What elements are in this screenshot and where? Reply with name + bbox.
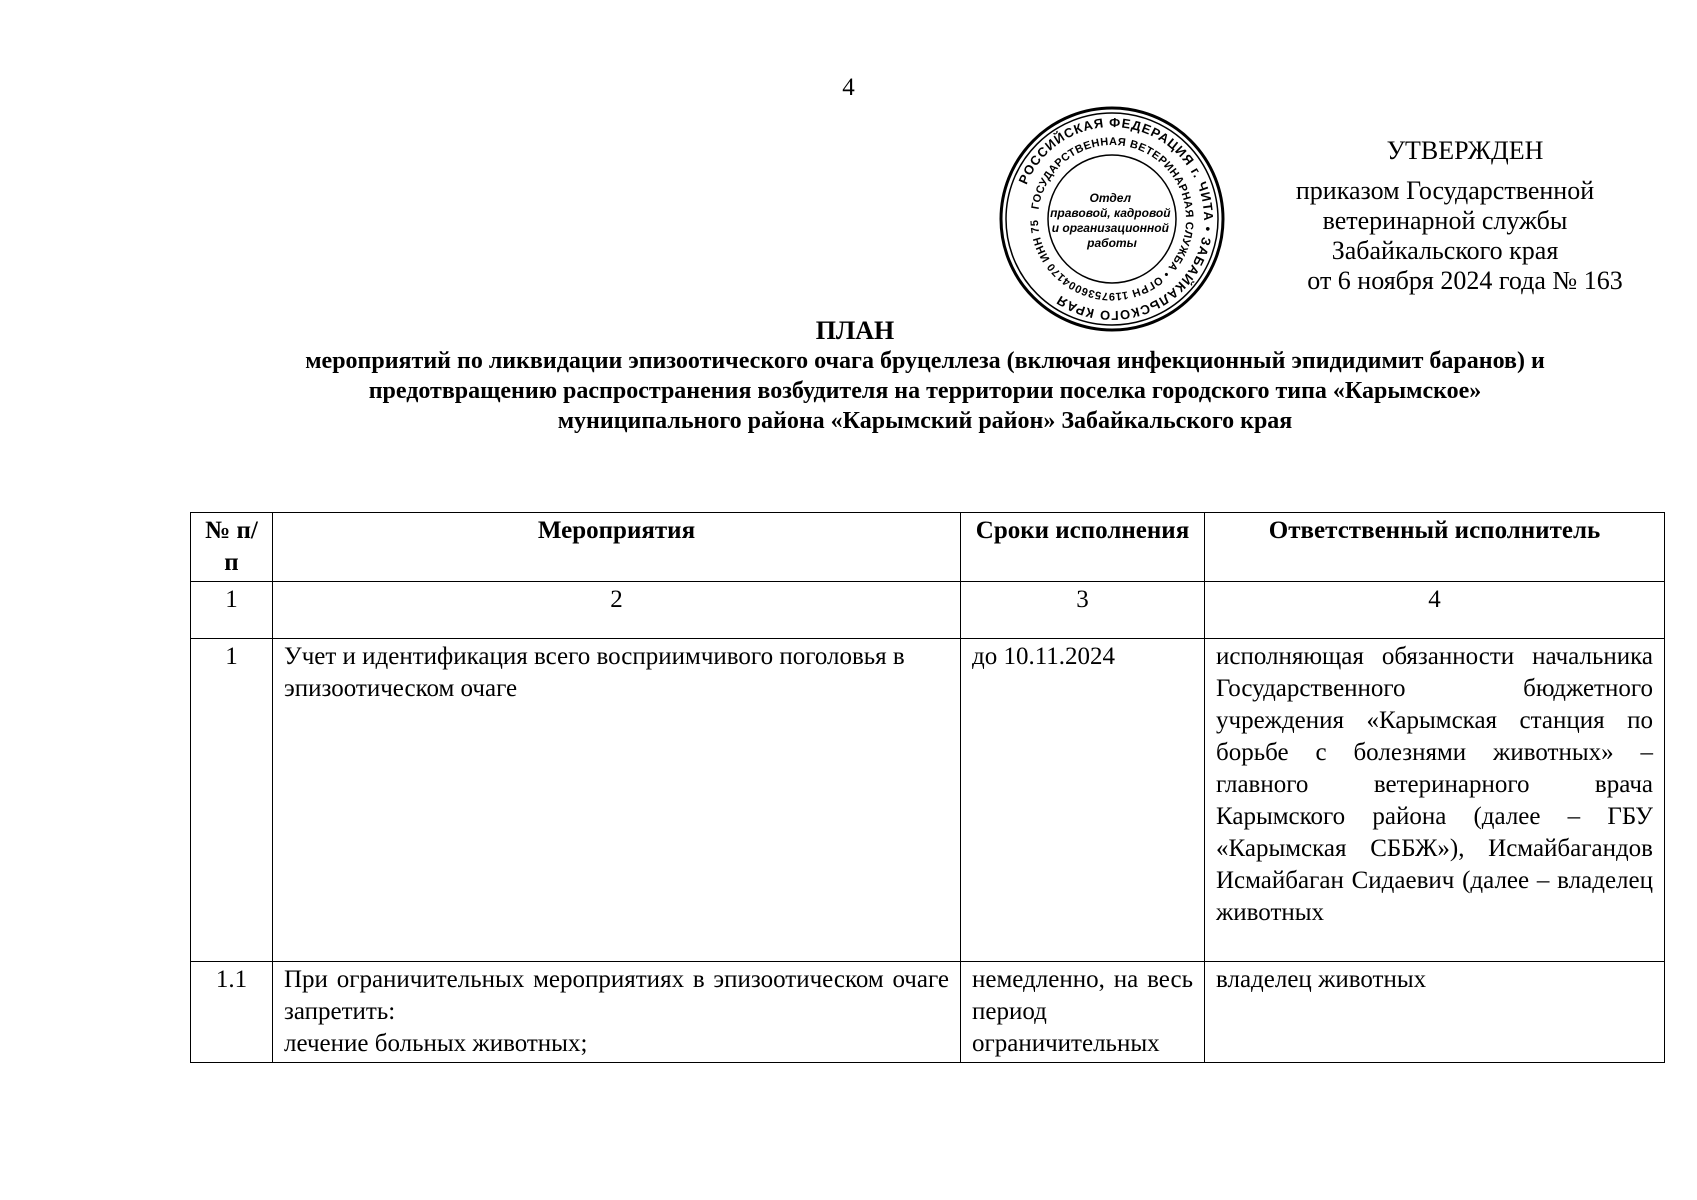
- document-title-block: [150, 316, 1697, 436]
- header-measures: Мероприятия: [273, 513, 961, 582]
- header-terms: Сроки исполнения: [961, 513, 1205, 582]
- header-executor: Ответственный исполнитель: [1205, 513, 1665, 582]
- approval-line-4: от 6 ноября 2024 года № 163: [1307, 266, 1623, 295]
- row-executor: владелец животных: [1205, 962, 1665, 1063]
- svg-text:ГОСУДАРСТВЕННАЯ ВЕТЕРИНАРНАЯ С: ГОСУДАРСТВЕННАЯ ВЕТЕРИНАРНАЯ СЛУЖБА • ОГРН 1197536004170 ИНН 75: [1028, 135, 1196, 303]
- column-number: 3: [961, 582, 1205, 639]
- document-subtitle-line-2: предотвращению распространения возбудителя на территории поселка городского типа «Карымское»: [368, 378, 1482, 404]
- table-row: [191, 639, 1665, 962]
- column-number-row: [191, 582, 1665, 639]
- row-executor: исполняющая обязанности начальника Государственного бюджетного учреждения «Карымская станция по борьбе с болезнями животных» – главного ветеринарного врача Карымского района (далее – ГБУ «Карымская СББЖ»), Исмайбагандов Исмайбаган Сидаевич (далее – владелец животных: [1205, 639, 1665, 962]
- header-num: № п/п: [191, 513, 273, 582]
- official-seal-graphic: [997, 104, 1227, 334]
- column-number: 4: [1205, 582, 1665, 639]
- page-number: 4: [842, 74, 855, 101]
- approval-block: [1245, 136, 1645, 296]
- svg-text:Отдел правовой, кадровой: Отдел правовой, кадровой и организационной работы: [1050, 191, 1171, 250]
- column-number: 2: [273, 582, 961, 639]
- row-measure-line-1: При ограничительных мероприятиях в эпизоотическом очаге запретить:: [284, 966, 949, 1025]
- document-subtitle-line-1: мероприятий по ликвидации эпизоотического очага бруцеллеза (включая инфекционный эпидидимит баранов) и: [305, 348, 1545, 374]
- svg-text:РОССИЙСКАЯ ФЕДЕРАЦИЯ г. ЧИТА •: РОССИЙСКАЯ ФЕДЕРАЦИЯ г. ЧИТА • ЗАБАЙКАЛЬСКОГО КРАЯ: [1015, 114, 1217, 324]
- table-header-row: [191, 513, 1665, 582]
- table-row: [191, 962, 1665, 1063]
- row-number: 1: [191, 639, 273, 962]
- row-term: до 10.11.2024: [961, 639, 1205, 962]
- row-term: немедленно, на весь период ограничительных: [961, 962, 1205, 1063]
- row-measure-line-2: лечение больных животных;: [284, 1030, 588, 1057]
- document-title: ПЛАН: [815, 316, 895, 345]
- column-number: 1: [191, 582, 273, 639]
- approval-line-2: ветеринарной службы: [1322, 206, 1568, 235]
- row-measure: [273, 962, 961, 1063]
- document-subtitle-line-3: муниципального района «Карымский район» Забайкальского края: [557, 408, 1293, 434]
- plan-table: [190, 512, 1665, 1063]
- row-number: 1.1: [191, 962, 273, 1063]
- approval-line-3: Забайкальского края: [1331, 236, 1559, 265]
- official-seal: [997, 104, 1227, 334]
- approval-heading: УТВЕРЖДЕН: [1386, 136, 1544, 165]
- approval-line-1: приказом Государственной: [1295, 176, 1595, 205]
- row-measure: Учет и идентификация всего восприимчивого поголовья в эпизоотическом очаге: [273, 639, 961, 962]
